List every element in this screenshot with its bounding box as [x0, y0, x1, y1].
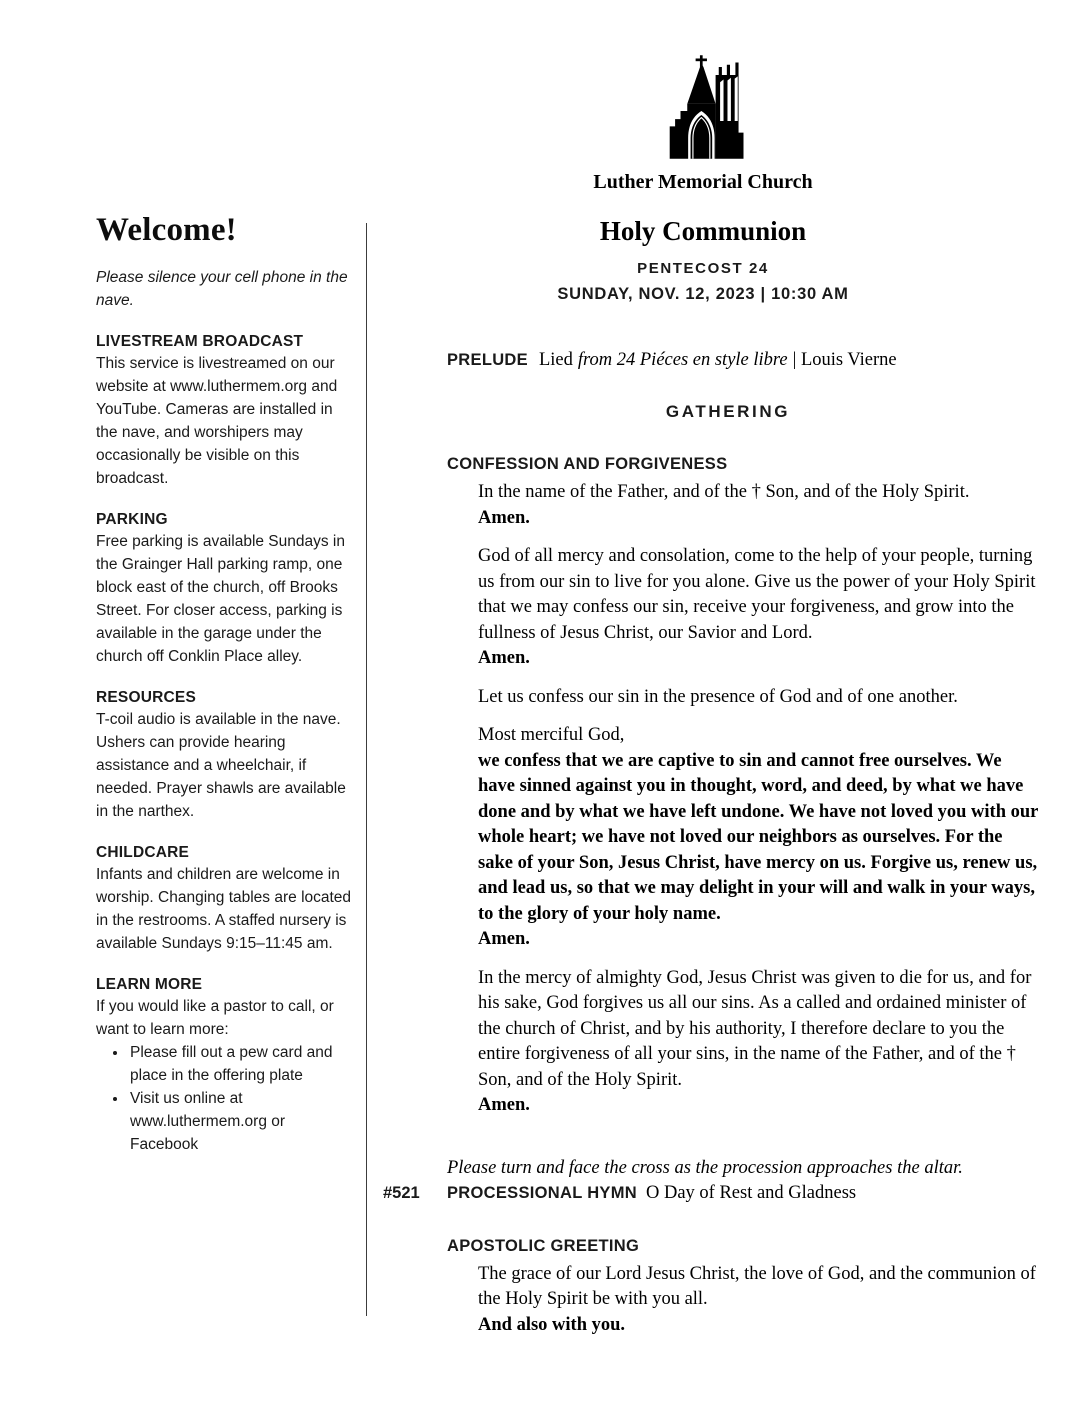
silence-note: Please silence your cell phone in the nave.	[96, 269, 348, 309]
amen-response: Amen.	[478, 929, 530, 949]
learn-more-list	[96, 1041, 352, 1156]
prelude-label: PRELUDE	[447, 351, 528, 369]
section-heading: LIVESTREAM BROADCAST	[96, 333, 304, 350]
invocation-line: In the name of the Father, and of the † Son, and of the Holy Spirit.	[478, 482, 970, 502]
list-item: • Visit us online at www.luthermem.org or Facebook	[128, 1087, 352, 1156]
prelude-composer: | Louis Vierne	[792, 350, 897, 370]
hymn-title: O Day of Rest and Gladness	[645, 1182, 857, 1203]
greeting-response: And also with you.	[478, 1314, 626, 1335]
section-heading: LEARN MORE	[96, 976, 203, 993]
greeting-versicle: The grace of our Lord Jesus Christ, the love of God, and the communion of the Holy Spirit be with you all.	[478, 1263, 1036, 1309]
hymn-label: PROCESSIONAL HYMN	[447, 1183, 637, 1202]
confession-address: Most merciful God,	[478, 725, 625, 745]
section-heading: CHILDCARE	[96, 844, 190, 861]
prayer-paragraph: God of all mercy and consolation, come to the help of your people, turning us from our sin to live for you alone. Give us the power of your Holy Spirit that we may confess our sin, receive your forgiveness, and grow into the fullness of Jesus Christ, our Savior and Lord.	[478, 546, 1036, 643]
sidebar-section-parking	[96, 511, 352, 668]
confession-text	[478, 480, 1039, 1119]
column-divider	[366, 223, 367, 1316]
gathering-heading: GATHERING	[665, 402, 791, 421]
liturgy-column	[383, 350, 1039, 1338]
procession-rubric: Please turn and face the cross as the procession approaches the altar.	[447, 1157, 963, 1178]
church-name: Luther Memorial Church	[593, 171, 813, 193]
amen-response: Amen.	[478, 1095, 530, 1115]
prelude-piece-title: Lied	[538, 350, 573, 370]
sidebar-section-childcare	[96, 844, 352, 955]
absolution-paragraph: In the mercy of almighty God, Jesus Christ was given to die for us, and for his sake, God forgives us all our sins. As a called and ordained minister of the church of Christ, and by his authority, I therefore declare to you the entire forgiveness of all your sins, in the name of the Father, and of the † Son, and of the Holy Spirit.	[478, 967, 1032, 1090]
prelude-line	[447, 350, 1039, 371]
section-body: This service is livestreamed on our website at www.luthermem.org and YouTube. Cameras are installed in the nave, and worshipers may occasionally be visible on this broadcast.	[96, 355, 338, 487]
hymn-number: #521	[383, 1183, 420, 1202]
confession-invitation: Let us confess our sin in the presence of God and of one another.	[478, 686, 958, 707]
sidebar-section-resources	[96, 689, 352, 823]
service-datetime: SUNDAY, NOV. 12, 2023 | 10:30 AM	[557, 285, 849, 303]
liturgical-season: PENTECOST 24	[637, 260, 769, 277]
welcome-title: Welcome!	[96, 212, 237, 248]
apostolic-greeting-heading: APOSTOLIC GREETING	[447, 1236, 640, 1255]
bulletin-header	[366, 55, 1040, 304]
service-title: Holy Communion	[599, 216, 807, 246]
prelude-source: from 24 Piéces en style libre	[577, 350, 788, 370]
church-logo-icon	[658, 55, 748, 159]
section-body: Infants and children are welcome in worship. Changing tables are located in the restrooms. A staffed nursery is available Sundays 9:15–11:45 am.	[96, 866, 352, 952]
section-body: Free parking is available Sundays in the Grainger Hall parking ramp, one block east of the church, off Brooks Street. For closer access, parking is available in the garage under the church off Conklin Place alley.	[96, 533, 345, 665]
section-heading: RESOURCES	[96, 689, 196, 706]
sidebar-section-livestream	[96, 333, 352, 490]
confession-heading: CONFESSION AND FORGIVENESS	[447, 455, 728, 473]
section-body: T-coil audio is available in the nave. Ushers can provide hearing assistance and a wheelchair, if needed. Prayer shawls are available in the narthex.	[96, 711, 346, 820]
welcome-sidebar	[96, 212, 352, 1156]
list-item: • Please fill out a pew card and place in the offering plate	[128, 1041, 352, 1087]
apostolic-greeting-text	[478, 1262, 1039, 1339]
section-body: If you would like a pastor to call, or want to learn more:	[96, 998, 334, 1038]
amen-response: Amen.	[478, 648, 530, 668]
amen-response: Amen.	[478, 507, 530, 528]
sidebar-section-learn-more	[96, 976, 352, 1156]
section-heading: PARKING	[96, 511, 168, 528]
processional-hymn-line	[383, 1182, 1039, 1204]
confession-response: we confess that we are captive to sin and cannot free ourselves. We have sinned against you in thought, word, and deed, by what we have done and by what we have left undone. We have not loved you with our whole heart; we have not loved our neighbors as ourselves. For the sake of your Son, Jesus Christ, have mercy on us. Forgive us, renew us, and lead us, so that we may delight in your will and walk in your ways, to the glory of your holy name.	[478, 750, 1039, 924]
